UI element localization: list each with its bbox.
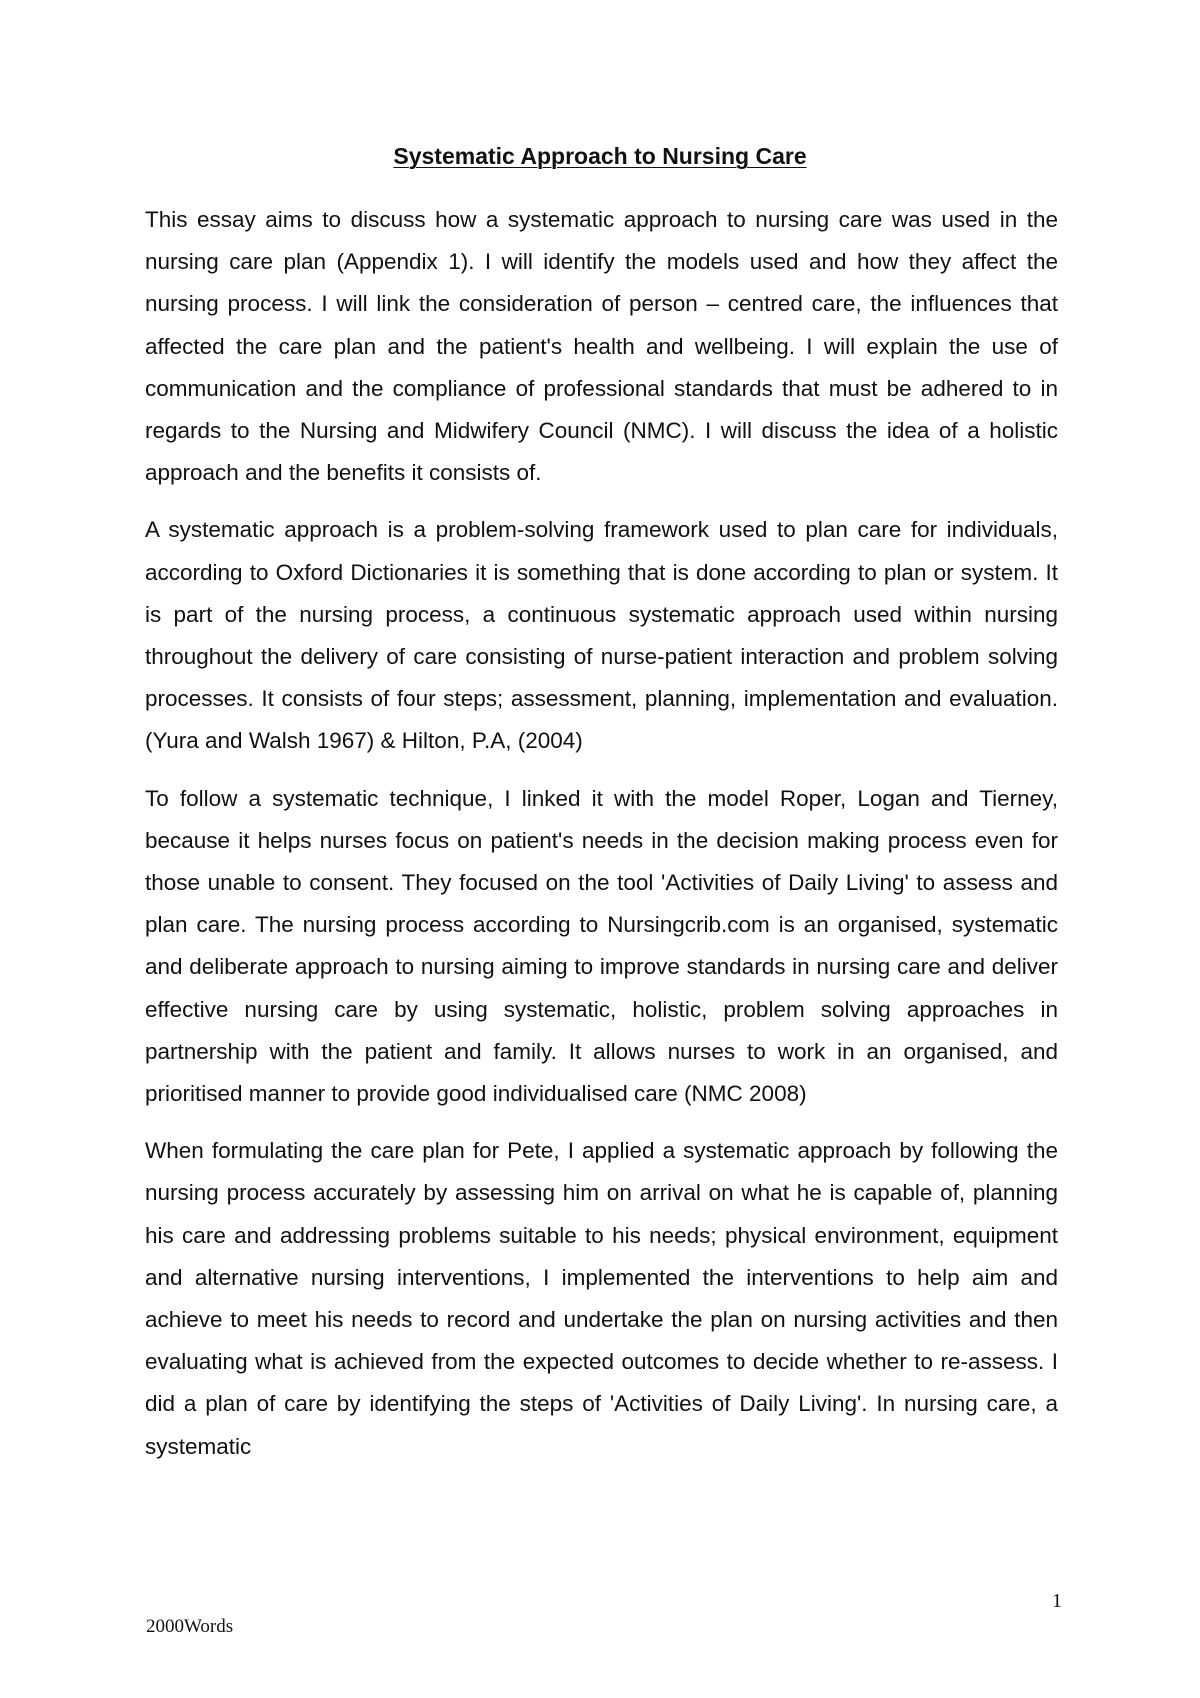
document-title (0, 143, 1200, 170)
paragraph: This essay aims to discuss how a systematic approach to nursing care was used in the nursing care plan (Appendix 1). I will identify the models used and how they affect the nursing process. I will link the consideration of person – centred care, the influences that affected the care plan and the patient's health and wellbeing. I will explain the use of communication and the compliance of professional standards that must be adhered to in regards to the Nursing and Midwifery Council (NMC). I will discuss the idea of a holistic approach and the benefits it consists of. (145, 207, 1058, 486)
paragraph: When formulating the care plan for Pete, I applied a systematic approach by following the nursing process accurately by assessing him on arrival on what he is capable of, planning his care and addressing problems suitable to his needs; physical environment, equipment and alternative nursing interventions, I implemented the interventions to help aim and achieve to meet his needs to record and undertake the plan on nursing activities and then evaluating what is achieved from the expected outcomes to decide whether to re-assess. I did a plan of care by identifying the steps of 'Activities of Daily Living'. In nursing care, a systematic (145, 1138, 1058, 1459)
paragraph: A systematic approach is a problem-solving framework used to plan care for individuals, according to Oxford Dictionaries it is something that is done according to plan or system. It is part of the nursing process, a continuous systematic approach used within nursing throughout the delivery of care consisting of nurse-patient interaction and problem solving processes. It consists of four steps; assessment, planning, implementation and evaluation. (Yura and Walsh 1967) & Hilton, P.A, (2004) (145, 517, 1058, 754)
document-title-text: Systematic Approach to Nursing Care (393, 143, 807, 169)
page-number: 1 (1052, 1590, 1062, 1612)
paragraph: To follow a systematic technique, I linked it with the model Roper, Logan and Tierney, because it helps nurses focus on patient's needs in the decision making process even for those unable to consent. They focused on the tool 'Activities of Daily Living' to assess and plan care. The nursing process according to Nursingcrib.com is an organised, systematic and deliberate approach to nursing aiming to improve standards in nursing care and deliver effective nursing care by using systematic, holistic, problem solving approaches in partnership with the patient and family. It allows nurses to work in an organised, and prioritised manner to provide good individualised care (NMC 2008) (145, 785, 1058, 1107)
document-body (145, 199, 1058, 1483)
footer-word-count: 2000Words (146, 1616, 234, 1637)
